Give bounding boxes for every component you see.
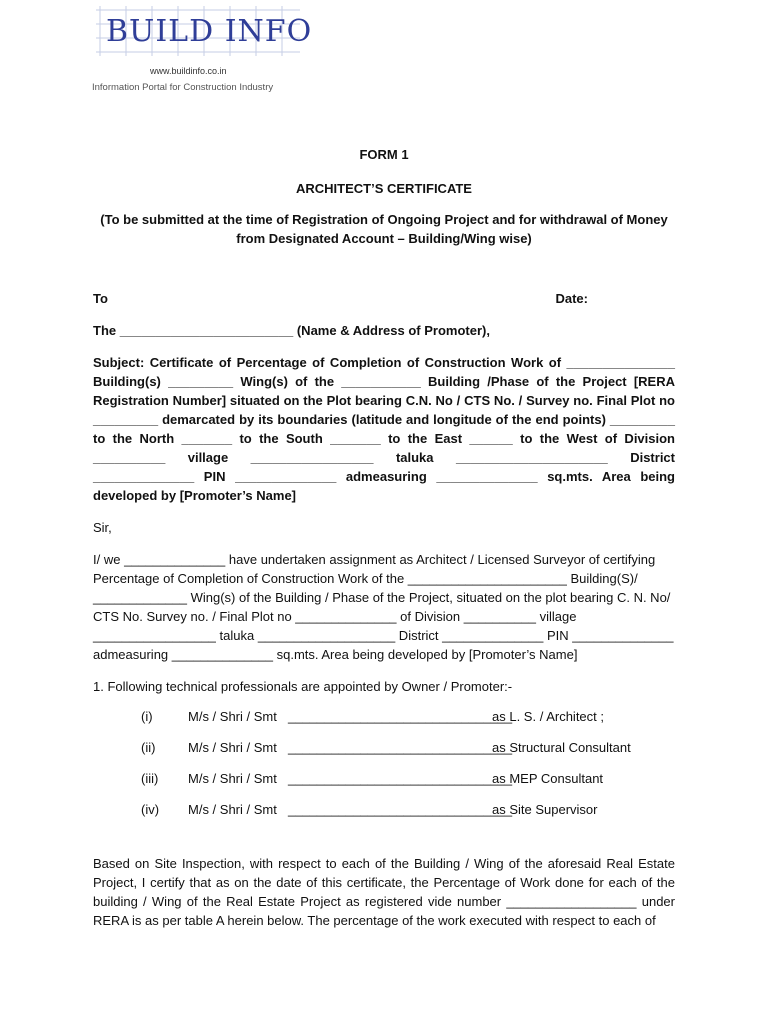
list-item <box>93 769 675 800</box>
item-number: (i) <box>141 709 153 724</box>
logo-title: BUILD INFO <box>106 14 313 49</box>
item-role: as Site Supervisor <box>492 802 598 817</box>
addressee-line: The ________________________ (Name & Address of Promoter), <box>93 323 490 338</box>
item-role: as MEP Consultant <box>492 771 604 786</box>
date-label: Date: <box>555 291 588 306</box>
salutation: Sir, <box>93 520 112 535</box>
certificate-document <box>93 145 675 943</box>
list-item <box>93 800 675 831</box>
professionals-heading: 1. Following technical professionals are appointed by Owner / Promoter:- <box>93 679 513 694</box>
item-title: M/s / Shri / Smt <box>188 740 277 755</box>
logo-url[interactable]: www.buildinfo.co.in <box>150 66 227 76</box>
item-title: M/s / Shri / Smt <box>188 709 277 724</box>
to-label: To <box>93 291 108 306</box>
subject-paragraph: Subject: Certificate of Percentage of Completion of Construction Work of _______________ Building(s) _________ Wing(s) of the ___________ Building /Phase of the Project [RERA Registration Number] situated on the Plot bearing C.N. No / CTS No. / Survey no. Final Plot no _________ demarcated by its boundaries (latitude and longitude of the end points) _________ to the North _______ to the South _______ to the East ______ to the West of Division __________ village _________________ taluka _____________________ District ______________ PIN ______________ admeasuring ______________ sq.mts. Area being developed by [Promoter’s Name] <box>93 355 675 503</box>
logo-tagline: Information Portal for Construction Industry <box>92 82 274 93</box>
item-blank: _______________________________ <box>288 771 513 786</box>
certificate-purpose: (To be submitted at the time of Registration of Ongoing Project and for withdrawal of Money from Designated Account – Building/Wing wise) <box>100 212 668 246</box>
item-number: (iv) <box>141 802 160 817</box>
professionals-list <box>93 707 675 831</box>
item-role: as L. S. / Architect ; <box>492 709 604 724</box>
list-item <box>93 738 675 769</box>
item-number: (iii) <box>141 771 159 786</box>
item-title: M/s / Shri / Smt <box>188 802 277 817</box>
address-row <box>93 289 675 308</box>
item-blank: _______________________________ <box>288 709 513 724</box>
item-title: M/s / Shri / Smt <box>188 771 277 786</box>
assignment-paragraph: I/ we ______________ have undertaken assignment as Architect / Licensed Surveyor of certifying Percentage of Completion of Construction Work of the ______________________ Building(S)/ _____________ Wing(s) of the Building / Phase of the Project, situated on the plot bearing C. N. No/ CTS No. Survey no. / Final Plot no ______________ of Division __________ village _________________ taluka ___________________ District ______________ PIN ______________ admeasuring ______________ sq.mts. Area being developed by [Promoter’s Name] <box>93 552 674 662</box>
list-item <box>93 707 675 738</box>
item-number: (ii) <box>141 740 156 755</box>
certificate-title: ARCHITECT’S CERTIFICATE <box>296 181 472 196</box>
inspection-paragraph: Based on Site Inspection, with respect to each of the Building / Wing of the aforesaid Real Estate Project, I certify that as on the date of this certificate, the Percentage of Work done for each of the building / Wing of the Real Estate Project as registered vide number __________________ under RERA is as per table A herein below. The percentage of the work executed with respect to each of <box>93 856 675 928</box>
item-blank: _______________________________ <box>288 740 513 755</box>
item-blank: _______________________________ <box>288 802 513 817</box>
item-role: as Structural Consultant <box>492 740 631 755</box>
buildinfo-logo <box>92 4 313 93</box>
form-number: FORM 1 <box>359 147 409 162</box>
